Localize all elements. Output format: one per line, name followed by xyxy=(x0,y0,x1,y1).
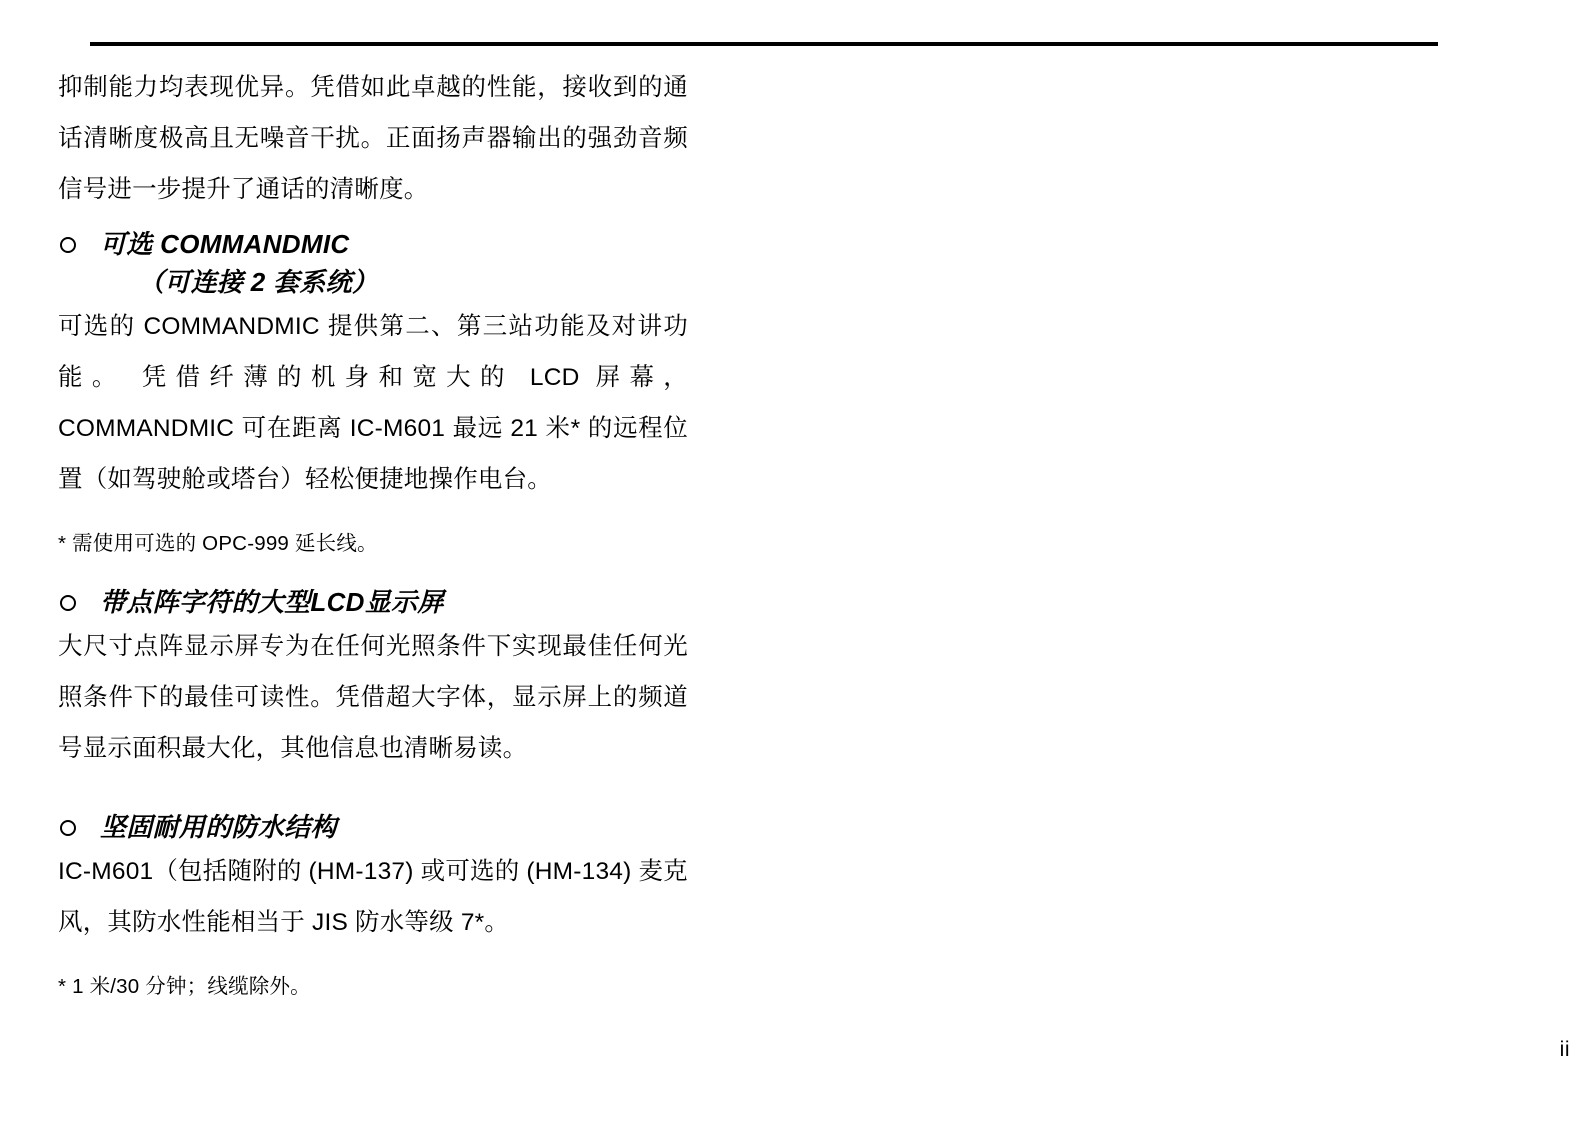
intro-paragraph: 抑制能力均表现优异。凭借如此卓越的性能，接收到的通话清晰度极高且无噪音干扰。正面扬声器输出的强劲音频信号进一步提升了通话的清晰度。 xyxy=(58,74,688,203)
section-heading-lcd-label: 带点阵字符的大型LCD显示屏 xyxy=(100,587,444,617)
spacer xyxy=(58,561,688,583)
section-heading-commandmic-line1: 可选 COMMANDMIC xyxy=(100,229,350,259)
header-rule xyxy=(90,42,1438,46)
waterproof-paragraph: IC-M601（包括随附的 (HM-137) 或可选的 (HM-134) 麦克风，其防水性能相当于 JIS 防水等级 7*。 xyxy=(58,858,688,936)
section-heading-waterproof-label: 坚固耐用的防水结构 xyxy=(100,812,337,842)
spacer xyxy=(58,774,688,808)
section-heading-lcd xyxy=(58,583,688,621)
waterproof-footnote: * 1 米/30 分钟；线缆除外。 xyxy=(58,975,311,998)
page-number: ii xyxy=(1559,1038,1570,1061)
lcd-paragraph: 大尺寸点阵显示屏专为在任何光照条件下实现最佳任何光照条件下的最佳可读性。凭借超大字体，显示屏上的频道号显示面积最大化，其他信息也清晰易读。 xyxy=(58,633,688,762)
page-content xyxy=(58,62,688,1004)
section-heading-commandmic xyxy=(58,225,688,301)
bullet-ring-icon xyxy=(60,820,76,836)
section-heading-commandmic-line2: （可连接 2 套系统） xyxy=(138,267,379,297)
section-heading-waterproof xyxy=(58,808,688,846)
bullet-ring-icon xyxy=(60,237,76,253)
commandmic-footnote: * 需使用可选的 OPC-999 延长线。 xyxy=(58,532,378,555)
spacer xyxy=(58,215,688,225)
spacer xyxy=(58,948,688,970)
spacer xyxy=(58,505,688,527)
bullet-ring-icon xyxy=(60,595,76,611)
commandmic-paragraph: 可选的 COMMANDMIC 提供第二、第三站功能及对讲功能。 凭借纤薄的机身和宽大的 LCD 屏幕， COMMANDMIC 可在距离 IC-M601 最远 21 米* 的远程位置（如驾驶舱或塔台）轻松便捷地操作电台。 xyxy=(58,313,688,493)
